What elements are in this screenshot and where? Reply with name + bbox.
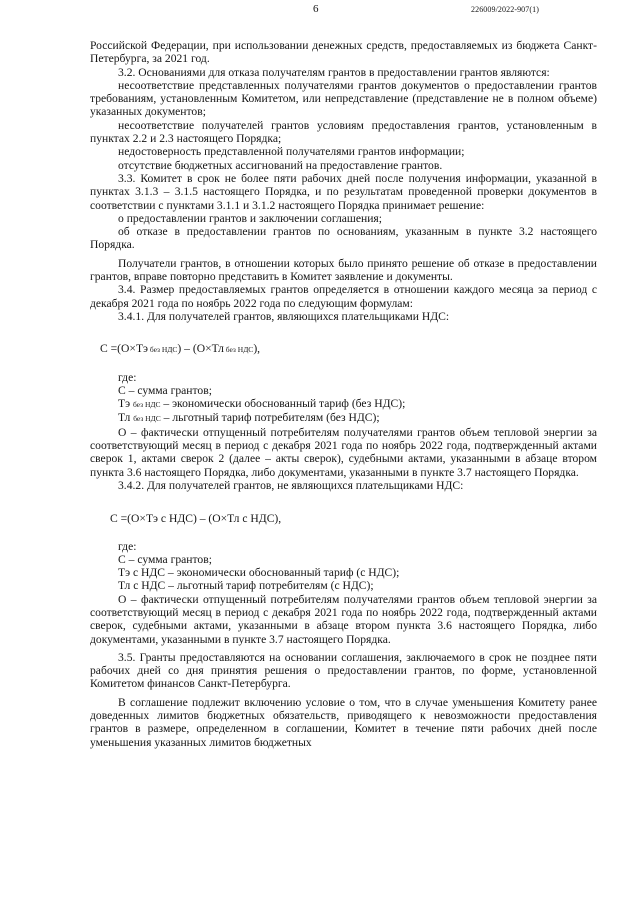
- list-item: об отказе в предоставлении грантов по основаниям, указанным в пункте 3.2 настоящего Порядка.: [90, 225, 597, 252]
- definition: С – сумма грантов;: [118, 552, 212, 566]
- list-item: о предоставлении грантов и заключении соглашения;: [118, 211, 382, 225]
- definition: Тэ без НДС – экономически обоснованный тариф (без НДС);: [118, 397, 406, 411]
- definition: О – фактически отпущенный потребителям получателями грантов объем тепловой энергии за соответствующий месяц в период с декабря 2021 года по ноябрь 2022 года, подтвержденный актами сверок 1, актами сверок 2 (далее – акты сверок), судебными актами, указанными в абзаце втором пункта 3.6 настоящего Порядка, либо документами, указанными в пункте 3.7 настоящего Порядка.: [90, 425, 597, 479]
- paragraph: В соглашение подлежит включению условие о том, что в случае уменьшения Комитету ранее доведенных лимитов бюджетных обязательств, приводящего к невозможности предоставления грантов в размере, определенном в соглашении, Комитет в течение пяти рабочих дней после уменьшения указанных лимитов бюджетных: [90, 695, 597, 749]
- paragraph: 3.4.1. Для получателей грантов, являющихся плательщиками НДС:: [118, 309, 450, 323]
- list-item: несоответствие представленных получателями грантов документов о предоставлении грантов требованиям, установленным Комитетом, или непредставление (представление не в полном объеме) указанных документов;: [90, 78, 597, 119]
- paragraph: 3.2. Основаниями для отказа получателям грантов в предоставлении грантов являются:: [118, 65, 550, 79]
- definition: О – фактически отпущенный потребителям получателями грантов объем тепловой энергии за соответствующий месяц в период с декабря 2021 года по ноябрь 2022 года, подтвержденный актами сверок, судебными актами, указанными в абзаце втором пункта 3.6 настоящего Порядка, либо документами, указанными в пункте 3.7 настоящего Порядка.: [90, 592, 597, 646]
- paragraph: 3.5. Гранты предоставляются на основании соглашения, заключаемого в срок не позднее пяти рабочих дней со дня принятия решения о предоставлении грантов, по форме, установленной Комитетом финансов Санкт-Петербурга.: [90, 650, 597, 691]
- formula-2: С =(О×Тэ с НДС) – (О×Тл с НДС),: [110, 512, 282, 526]
- list-item: недостоверность представленной получателями грантов информации;: [118, 145, 465, 159]
- formula-1: С =(О×Тэ без НДС) – (О×Тл без НДС),: [100, 342, 261, 356]
- list-item: несоответствие получателей грантов условиям предоставления грантов, установленным в пунктах 2.2 и 2.3 настоящего Порядка;: [90, 118, 597, 146]
- where-label: где:: [118, 539, 137, 553]
- document-id: 226009/2022-907(1): [471, 5, 540, 14]
- paragraph: Российской Федерации, при использовании денежных средств, предоставляемых из бюджета Санкт-Петербурга, за 2021 год.: [90, 39, 597, 66]
- page-number: 6: [313, 3, 319, 15]
- paragraph: 3.4. Размер предоставляемых грантов определяется в отношении каждого месяца за период с декабря 2021 года по ноябрь 2022 года по следующим формулам:: [90, 283, 597, 310]
- list-item: отсутствие бюджетных ассигнований на предоставление грантов.: [118, 158, 443, 172]
- paragraph: 3.4.2. Для получателей грантов, не являющихся плательщиками НДС:: [118, 478, 464, 492]
- paragraph: 3.3. Комитет в срок не более пяти рабочих дней после получения информации, указанной в пунктах 3.1.3 – 3.1.5 настоящего Порядка, и по результатам проведенной проверки документов в соответствии с пунктами 3.1.1 и 3.1.2 настоящего Порядка принимает решение:: [90, 171, 597, 212]
- where-label: где:: [118, 370, 137, 384]
- paragraph: Получатели грантов, в отношении которых было принято решение об отказе в предоставлении грантов, вправе повторно представить в Комитет заявление и документы.: [90, 256, 597, 284]
- definition: Тл с НДС – льготный тариф потребителям (с НДС);: [118, 579, 374, 593]
- definition: Тл без НДС – льготный тариф потребителям (без НДС);: [118, 411, 380, 425]
- definition: Тэ с НДС – экономически обоснованный тариф (с НДС);: [118, 566, 400, 580]
- document-body: [90, 39, 597, 749]
- definition: С – сумма грантов;: [118, 383, 212, 397]
